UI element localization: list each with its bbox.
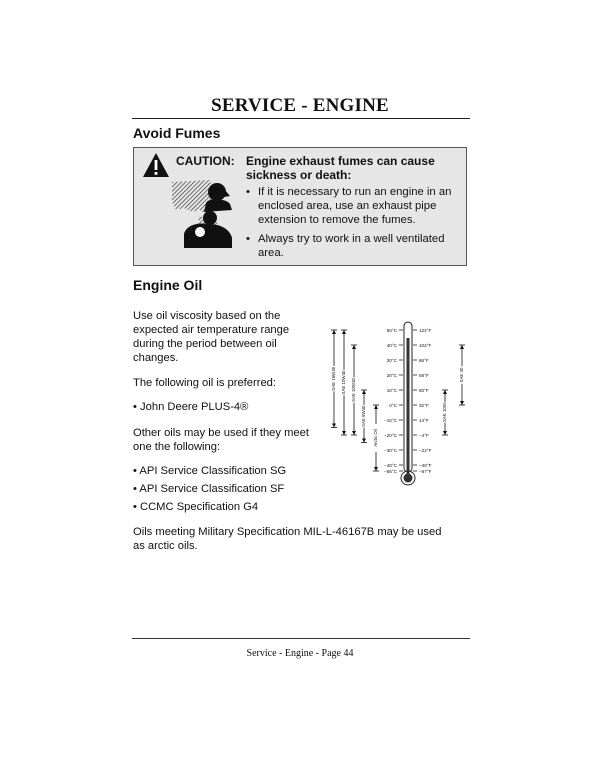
avoid-fumes-heading: Avoid Fumes: [133, 125, 221, 141]
preferred-oil-item: • John Deere PLUS-4®: [133, 401, 249, 413]
range-label: SAE 30: [459, 367, 465, 383]
tick-label-f: 104°F: [419, 343, 432, 348]
range-arrow: [342, 431, 346, 435]
tick-label-f: 122°F: [419, 328, 432, 333]
tick-label-c: −40°C: [384, 463, 397, 468]
caution-bullet-2: • Always try to work in a well ventilated area.: [246, 233, 445, 259]
range-arrow: [352, 431, 356, 435]
oil-viscosity-chart: [320, 318, 480, 488]
engine-oil-heading: Engine Oil: [133, 277, 203, 293]
exhaust-fumes-icon: [170, 176, 242, 248]
tick-label-c: 20°C: [386, 373, 397, 378]
range-label: SAE 5W30: [361, 405, 367, 427]
range-arrow: [374, 467, 378, 471]
tick-label-f: −4°F: [419, 433, 429, 438]
range-arrow: [362, 439, 366, 443]
tick-label-c: −20°C: [384, 433, 397, 438]
range-label: SAE 15W40: [331, 366, 337, 391]
footer-rule: [132, 638, 470, 639]
caution-box: [133, 147, 467, 266]
range-arrow: [460, 345, 464, 349]
range-arrow: [332, 330, 336, 334]
tick-label-c: 30°C: [386, 358, 397, 363]
tick-label-f: 14°F: [419, 418, 429, 423]
tick-label-c: −55°C: [384, 469, 397, 474]
caution-bullet-1: • If it is necessary to run an engine in an enclosed area, use an exhaust pipe extension to remove the fumes.: [246, 186, 452, 226]
tick-label-c: −30°C: [384, 448, 397, 453]
tick-label-c: 10°C: [386, 388, 397, 393]
spec-item-sf: • API Service Classification SF: [133, 483, 285, 495]
range-arrow: [460, 401, 464, 405]
preferred-oil-text: The following oil is preferred:: [133, 377, 277, 389]
range-arrow: [443, 431, 447, 435]
range-arrow: [362, 390, 366, 394]
range-arrow: [352, 345, 356, 349]
range-arrow: [332, 424, 336, 428]
tick-label-f: 86°F: [419, 358, 429, 363]
range-label: SAE 10W40: [341, 370, 347, 395]
range-label: SAE 10W30: [351, 378, 357, 402]
range-arrow: [342, 330, 346, 334]
tick-label-c: 40°C: [386, 343, 397, 348]
range-arrow: [374, 405, 378, 409]
thermometer-mercury-bulb: [404, 474, 413, 483]
spec-item-sg: • API Service Classification SG: [133, 465, 287, 477]
tick-label-f: −40°F: [419, 463, 432, 468]
warning-triangle-icon: [142, 152, 170, 178]
tick-label-f: 50°F: [419, 388, 429, 393]
oil-viscosity-paragraph: Use oil viscosity based on the expected air temperature range during the period between oil changes.: [133, 310, 290, 364]
spec-item-ccmc: • CCMC Specification G4: [133, 501, 259, 513]
range-label: SAE 10W: [442, 402, 448, 423]
other-oils-text: Other oils may be used if they meet one the following:: [133, 427, 309, 453]
caution-bullets: [246, 185, 464, 265]
thermometer-mercury: [407, 338, 410, 478]
caution-heading: Engine exhaust fumes can cause sickness or death:: [246, 154, 435, 182]
title-rule: [132, 118, 470, 119]
arctic-oil-paragraph: Oils meeting Military Specification MIL-L-46167B may be used as arctic oils.: [133, 526, 442, 552]
range-label: Arctic Oil: [373, 429, 379, 447]
tick-label-f: −67°F: [419, 469, 432, 474]
tick-label-c: −10°C: [384, 418, 397, 423]
page-title: SERVICE - ENGINE: [211, 95, 389, 116]
tick-label-c: 0°C: [389, 403, 397, 408]
tick-label-f: −22°F: [419, 448, 432, 453]
tick-label-c: 50°C: [386, 328, 397, 333]
range-arrow: [443, 390, 447, 394]
tick-label-f: 68°F: [419, 373, 429, 378]
caution-label: CAUTION:: [176, 154, 235, 168]
page-footer: Service - Engine - Page 44: [246, 648, 354, 659]
tick-label-f: 32°F: [419, 403, 429, 408]
